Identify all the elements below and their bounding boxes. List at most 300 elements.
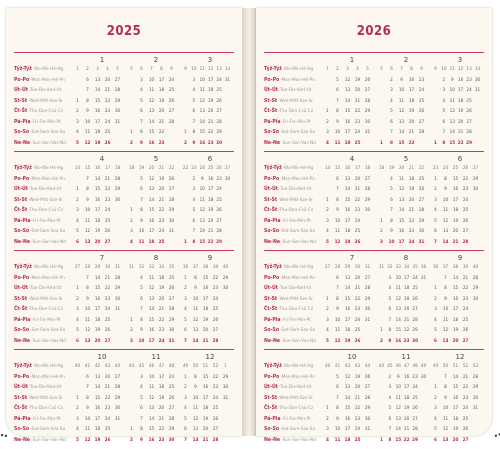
week-number: 3: [346, 66, 349, 71]
day-cell: 18: [158, 384, 165, 389]
day-cell: 6: [184, 327, 187, 332]
day-cell: 30: [168, 436, 175, 442]
week-number: 22: [168, 165, 175, 170]
weekday-translations: -Sun-Son-Vas-Nd: [31, 436, 66, 442]
day-cell: 17: [202, 295, 209, 301]
day-cell: 21: [404, 426, 410, 431]
day-cell: 6: [434, 337, 437, 343]
weekday-abbr: Týž-Týž: [14, 165, 32, 171]
day-cell: 6: [390, 196, 393, 202]
day-cell: 4: [388, 285, 392, 290]
day-cell: 2: [130, 436, 133, 442]
day-cell: 20: [404, 415, 410, 421]
day-cell: 4: [390, 175, 393, 181]
day-cell: 28: [364, 394, 371, 400]
day-cell: 6: [388, 415, 392, 421]
day-cell: 21: [158, 415, 165, 421]
day-cell: 19: [408, 186, 415, 191]
quarter-block: [14, 349, 234, 447]
day-cell: 25: [354, 436, 361, 442]
weekday-translations: -Tue-Die-Ked-Ut: [28, 87, 62, 92]
day-cell: 2: [184, 384, 187, 389]
day-cell: 6: [434, 228, 437, 233]
month-number: 10: [97, 353, 107, 361]
day-cell: 28: [364, 186, 371, 191]
week-number: 40: [324, 363, 331, 368]
day-cell: 31: [222, 394, 229, 400]
weekday-translations: -Tue-Die-Ked-Ut: [278, 87, 312, 92]
day-cell: 4: [76, 316, 79, 322]
day-cell: 30: [222, 384, 229, 389]
day-cell: 16: [408, 76, 415, 82]
day-cell: 27: [364, 87, 371, 92]
week-number: 13: [216, 66, 222, 71]
weekday-translations: -Thu-Don-Csü-Cz: [28, 207, 64, 212]
day-cell: 25: [168, 274, 175, 280]
day-cell: 26: [168, 97, 175, 103]
day-cell: 22: [404, 327, 410, 332]
weekday-abbr: Út-Út: [264, 285, 278, 291]
day-cell: 27: [168, 108, 175, 113]
day-cell: 7: [390, 207, 393, 212]
weekday-abbr: Týž-Týž: [264, 165, 282, 171]
day-cell: 5: [76, 436, 79, 442]
day-cell: 19: [408, 108, 415, 113]
day-cell: 23: [212, 285, 219, 290]
weekday-row-label: [14, 306, 63, 312]
day-cell: 12: [148, 285, 155, 290]
day-cell: 19: [158, 285, 165, 290]
day-cell: 15: [449, 139, 456, 145]
month-number: 8: [153, 254, 159, 262]
day-cell: 11: [442, 207, 449, 212]
day-cell: 25: [412, 394, 418, 400]
day-cell: 10: [148, 373, 155, 379]
day-cell: 13: [199, 108, 205, 113]
week-number: 49: [432, 363, 439, 368]
day-cell: 5: [434, 217, 437, 223]
day-cell: 27: [114, 76, 121, 82]
day-cell: 19: [202, 316, 209, 322]
week-number: 47: [404, 363, 410, 368]
day-cell: 6: [140, 108, 143, 113]
day-cell: 23: [354, 207, 361, 212]
day-cell: 19: [158, 175, 165, 181]
week-number: 31: [128, 264, 135, 269]
week-number: 41: [84, 363, 91, 368]
weekday-row-label: [14, 416, 61, 422]
day-cell: 3: [326, 316, 329, 322]
quarter-block: [264, 151, 484, 249]
weekday-abbr: Pá-Pia: [14, 415, 31, 422]
day-cell: 10: [199, 186, 205, 191]
day-cell: 9: [140, 217, 143, 223]
day-cell: 29: [114, 285, 121, 290]
day-cell: 9: [336, 306, 339, 311]
day-cell: 13: [94, 76, 101, 82]
day-cell: 29: [222, 373, 229, 379]
weekday-row-label: [264, 437, 316, 443]
day-cell: 12: [148, 97, 155, 103]
day-cell: 2: [326, 306, 329, 311]
day-cell: 26: [354, 337, 361, 343]
month-grid: [324, 363, 380, 449]
day-cell: 10: [84, 118, 91, 124]
week-number: 18: [114, 165, 121, 170]
day-cell: 3: [76, 118, 79, 124]
weekday-row-label: [14, 176, 65, 182]
day-cell: 10: [442, 306, 449, 311]
weekday-abbr: Týž-Týž: [14, 264, 32, 270]
year-title-2025: 2025: [106, 24, 142, 39]
day-cell: 7: [336, 285, 339, 290]
weekday-abbr: Ne-Ne: [14, 139, 31, 146]
day-cell: 30: [114, 405, 121, 410]
weekday-translations: -Sun-Son-Vas-Nd: [281, 337, 316, 343]
day-cell: 24: [158, 228, 165, 233]
week-number: 33: [148, 264, 155, 269]
day-cell: 23: [104, 108, 111, 113]
day-cell: 5: [336, 373, 339, 379]
weekday-translations: -Thu-Don-Csü-Cz: [278, 306, 314, 311]
day-cell: 7: [192, 228, 196, 233]
week-number: 26: [462, 165, 469, 170]
weekday-row-label: [14, 140, 66, 146]
day-cell: 20: [202, 327, 209, 332]
weekday-abbr: Út-Út: [14, 285, 28, 291]
weekday-row-label: [14, 327, 65, 333]
month-grid: [324, 264, 380, 350]
day-cell: 24: [158, 337, 165, 343]
week-number: 34: [404, 264, 410, 269]
weekday-abbr: Čt-Št: [14, 405, 28, 411]
day-cell: 4: [76, 426, 79, 431]
day-cell: 23: [412, 373, 418, 379]
week-number: 53: [472, 363, 479, 368]
day-cell: 20: [104, 76, 111, 82]
day-cell: 21: [158, 196, 165, 202]
day-cell: 14: [148, 415, 155, 421]
day-cell: 28: [216, 118, 222, 124]
month-grid: [378, 264, 434, 350]
day-cell: 28: [364, 285, 371, 290]
day-cell: 28: [212, 337, 219, 343]
weekday-row-label: [264, 363, 313, 369]
weekday-abbr: Čt-Št: [264, 207, 278, 213]
month-number: 2: [153, 56, 159, 64]
day-cell: 14: [344, 285, 351, 290]
day-cell: 8: [336, 405, 339, 410]
day-cell: 20: [158, 405, 165, 410]
day-cell: 10: [395, 274, 401, 280]
day-cell: 13: [344, 175, 351, 181]
day-cell: 7: [140, 118, 143, 124]
day-cell: 25: [168, 87, 175, 92]
month-grid: [378, 363, 434, 449]
weekday-translations: -Sat-Sam-Szo-So: [280, 228, 316, 233]
week-number: 4: [356, 66, 359, 71]
week-number: 16: [344, 165, 351, 170]
day-cell: 3: [76, 207, 79, 212]
week-number: 42: [344, 363, 351, 368]
day-cell: 2: [326, 415, 329, 421]
weekday-translations: -Wo-Wk-Hé-Hg: [32, 363, 64, 368]
day-cell: 30: [418, 228, 425, 233]
day-cell: 30: [472, 295, 479, 301]
weekday-abbr: Po-Po: [14, 274, 30, 281]
day-cell: 30: [364, 415, 371, 421]
day-cell: 25: [462, 316, 469, 322]
day-cell: 27: [364, 384, 371, 389]
day-cell: 22: [408, 139, 415, 145]
day-cell: 3: [390, 87, 393, 92]
day-cell: 31: [418, 238, 425, 244]
week-number: 38: [202, 264, 209, 269]
day-cell: 18: [94, 217, 101, 223]
day-cell: 29: [168, 316, 175, 322]
weekday-translations: -Mon-Mon-Hé-Pn: [30, 76, 65, 82]
day-cell: 15: [344, 405, 351, 410]
day-cell: 1: [76, 186, 79, 191]
day-cell: 24: [418, 87, 425, 92]
day-cell: 7: [388, 316, 392, 322]
day-cell: 5: [388, 295, 392, 301]
week-number: 42: [94, 363, 101, 368]
day-cell: 4: [76, 129, 79, 134]
day-cell: 7: [140, 306, 143, 311]
week-number: 10: [191, 66, 197, 71]
week-number: 44: [364, 363, 371, 368]
week-number: 37: [442, 264, 449, 269]
day-cell: 18: [408, 175, 415, 181]
day-cell: 28: [472, 373, 479, 379]
day-cell: 16: [148, 327, 155, 332]
weekday-row-label: [14, 197, 63, 203]
weekday-row-label: [14, 98, 63, 104]
day-cell: 13: [84, 238, 91, 244]
weekday-translations: -Wed-Mitt-Sze-Sr: [28, 196, 64, 202]
day-cell: 20: [408, 196, 415, 202]
day-cell: 8: [388, 436, 392, 442]
day-cell: 13: [148, 186, 155, 191]
day-cell: 4: [140, 87, 143, 92]
day-cell: 25: [168, 384, 175, 389]
day-cell: 1: [380, 217, 383, 223]
day-cell: 22: [403, 436, 410, 442]
day-cell: 8: [388, 327, 392, 332]
day-cell: 18: [158, 87, 165, 92]
week-number: 18: [378, 165, 385, 170]
day-cell: 8: [140, 207, 143, 212]
day-cell: 9: [444, 295, 447, 301]
day-cell: 13: [148, 295, 155, 301]
week-number: 41: [334, 363, 341, 368]
day-cell: 20: [158, 295, 165, 301]
day-cell: 29: [412, 436, 418, 442]
day-cell: 11: [192, 405, 199, 410]
day-cell: 3: [184, 394, 187, 400]
day-cell: 30: [364, 207, 371, 212]
weekday-abbr: So-So: [14, 327, 30, 333]
day-cell: 11: [84, 217, 91, 223]
day-cell: 21: [202, 337, 209, 343]
day-cell: 12: [344, 373, 351, 379]
day-cell: 24: [408, 238, 415, 244]
day-cell: 1: [130, 316, 133, 322]
day-cell: 16: [452, 295, 459, 301]
day-cell: 23: [158, 327, 165, 332]
day-cell: 9: [86, 405, 89, 410]
week-number: 27: [324, 264, 331, 269]
month-number: 6: [207, 155, 213, 163]
weekday-abbr: Ne-Ne: [14, 337, 31, 344]
day-cell: 25: [462, 415, 469, 421]
day-cell: 25: [104, 426, 111, 431]
day-cell: 21: [354, 285, 361, 290]
day-cell: 13: [148, 405, 155, 410]
month-grid: [182, 66, 238, 152]
day-cell: 6: [336, 384, 339, 389]
week-number: 14: [74, 165, 81, 170]
day-cell: 16: [344, 118, 351, 124]
day-cell: 10: [192, 295, 199, 301]
day-cell: 21: [104, 87, 111, 92]
day-cell: 14: [344, 186, 351, 191]
day-cell: 11: [334, 436, 341, 442]
day-cell: 8: [444, 285, 447, 290]
day-cell: 18: [94, 129, 101, 134]
day-cell: 1: [380, 327, 383, 332]
weekday-abbr: Týž-Týž: [264, 264, 282, 270]
day-cell: 26: [354, 238, 361, 244]
day-cell: 9: [140, 436, 143, 442]
day-cell: 30: [168, 327, 175, 332]
day-cell: 23: [403, 337, 410, 343]
day-cell: 6: [388, 306, 392, 311]
day-cell: 1: [130, 129, 133, 134]
day-cell: 9: [200, 175, 204, 181]
day-cell: 30: [420, 373, 427, 379]
day-cell: 3: [76, 415, 79, 421]
week-number: 51: [202, 363, 209, 368]
week-number: 5: [366, 66, 369, 71]
day-cell: 12: [199, 97, 205, 103]
day-cell: 20: [354, 87, 361, 92]
day-cell: 7: [434, 238, 437, 244]
day-cell: 9: [86, 196, 89, 202]
day-cell: 20: [158, 108, 165, 113]
day-cell: 22: [462, 175, 469, 181]
weekday-row-label: [264, 207, 313, 213]
week-number: 52: [212, 363, 219, 368]
day-cell: 29: [114, 186, 121, 191]
day-cell: 8: [194, 373, 197, 379]
day-cell: 1: [326, 405, 329, 410]
weekday-translations: -Wed-Mitt-Sze-Sr: [28, 394, 64, 400]
weekday-row-label: [14, 87, 61, 93]
day-cell: 1: [326, 295, 329, 301]
weekday-translations: -Mon-Mon-Hé-Pn: [280, 373, 315, 379]
day-cell: 8: [86, 186, 89, 191]
day-cell: 28: [364, 97, 371, 103]
day-cell: 18: [408, 97, 415, 103]
day-cell: 1: [326, 196, 329, 202]
day-cell: 26: [412, 295, 418, 301]
month-number: 12: [455, 353, 465, 361]
day-cell: 3: [140, 76, 143, 82]
day-cell: 29: [222, 274, 229, 280]
day-cell: 21: [202, 436, 209, 442]
day-cell: 1: [326, 108, 329, 113]
week-number: 39: [212, 264, 219, 269]
day-cell: 16: [94, 196, 101, 202]
day-cell: 22: [104, 186, 111, 191]
weekday-translations: -Wo-Wk-Hé-Hg: [282, 165, 314, 170]
day-cell: 21: [158, 118, 165, 124]
day-cell: 15: [94, 285, 101, 290]
day-cell: 22: [158, 426, 165, 431]
weekday-abbr: So-So: [14, 426, 30, 432]
week-number: 5: [130, 66, 133, 71]
day-cell: 15: [344, 108, 351, 113]
day-cell: 30: [222, 285, 229, 290]
weekday-translations: -Sun-Son-Vas-Nd: [281, 238, 316, 244]
week-number: 26: [216, 165, 222, 170]
day-cell: 28: [412, 316, 418, 322]
day-cell: 15: [94, 186, 101, 191]
week-number: 13: [466, 66, 472, 71]
day-cell: 21: [408, 129, 415, 134]
day-cell: 11: [84, 129, 91, 134]
quarter-block: [264, 52, 484, 150]
day-cell: 1: [184, 373, 187, 379]
month-number: 10: [347, 353, 357, 361]
year-title-2026: 2026: [356, 24, 392, 39]
day-cell: 15: [452, 285, 459, 290]
day-cell: 4: [192, 196, 196, 202]
day-cell: 29: [472, 285, 479, 290]
day-cell: 2: [390, 76, 393, 82]
month-grid: [74, 264, 130, 350]
day-cell: 18: [458, 97, 464, 103]
weekday-abbr: St-St: [14, 394, 28, 401]
day-cell: 18: [344, 436, 351, 442]
day-cell: 17: [408, 87, 415, 92]
day-cell: 2: [326, 118, 329, 124]
weekday-row-label: [264, 108, 313, 114]
day-cell: 6: [76, 337, 79, 343]
day-cell: 5: [326, 337, 329, 343]
day-cell: 24: [462, 306, 469, 311]
day-cell: 16: [94, 405, 101, 410]
weekday-row-label: [14, 108, 63, 114]
month-number: 7: [99, 254, 105, 262]
day-cell: 13: [442, 228, 449, 233]
day-cell: 3: [130, 228, 133, 233]
day-cell: 18: [452, 415, 459, 421]
day-cell: 21: [408, 207, 415, 212]
day-cell: 8: [192, 238, 196, 244]
weekday-abbr: Ne-Ne: [264, 139, 281, 146]
day-cell: 31: [472, 405, 479, 410]
day-cell: 27: [412, 415, 418, 421]
day-cell: 24: [168, 76, 175, 82]
day-cell: 18: [202, 306, 209, 311]
day-cell: 9: [444, 186, 447, 191]
day-cell: 5: [76, 139, 79, 145]
day-cell: 24: [354, 426, 361, 431]
week-number: 17: [354, 165, 361, 170]
